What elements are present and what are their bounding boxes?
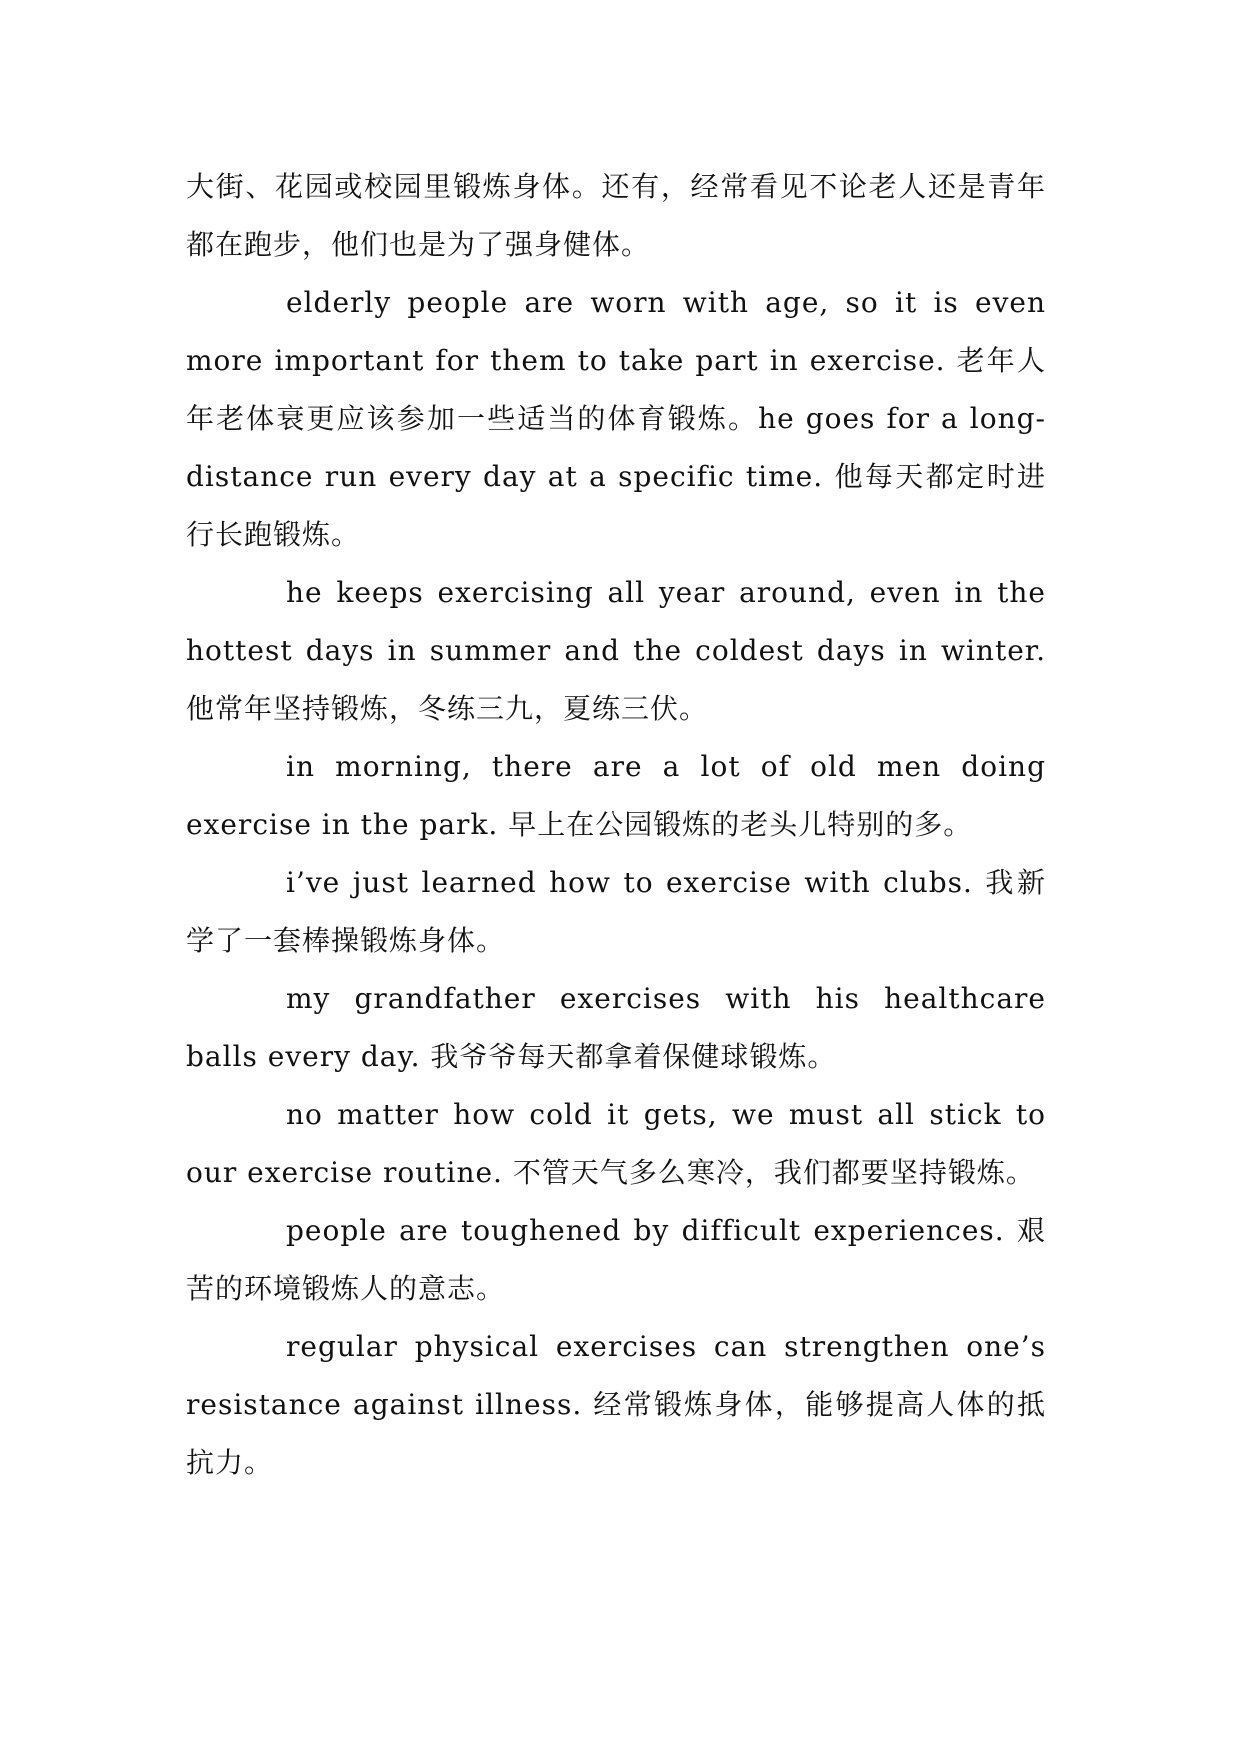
paragraph: regular physical exercises can strengthen one’s resistance against illness. 经常锻炼身体，能够提高人体的抵抗力。 xyxy=(186,1330,1046,1479)
paragraph: he keeps exercising all year around, even in the hottest days in summer and the coldest days in winter. 他常年坚持锻炼，冬练三九，夏练三伏。 xyxy=(186,576,1046,725)
paragraph: people are toughened by difficult experiences. 艰苦的环境锻炼人的意志。 xyxy=(186,1214,1046,1305)
paragraph: i’ve just learned how to exercise with clubs. 我新学了一套棒操锻炼身体。 xyxy=(186,866,1046,957)
paragraph-continuation: 大街、花园或校园里锻炼身体。还有，经常看见不论老人还是青年都在跑步，他们也是为了强身健体。 xyxy=(186,170,1046,261)
document-body xyxy=(186,158,1046,1492)
paragraph: elderly people are worn with age, so it is even more important for them to take part in exercise. 老年人年老体衰更应该参加一些适当的体育锻炼。he goes for a long-distance run every day at a specific time. 他每天都定时进行长跑锻炼。 xyxy=(186,286,1046,551)
paragraph: in morning, there are a lot of old men doing exercise in the park. 早上在公园锻炼的老头儿特别的多。 xyxy=(186,750,1046,841)
paragraph: my grandfather exercises with his healthcare balls every day. 我爷爷每天都拿着保健球锻炼。 xyxy=(186,982,1046,1073)
paragraph: no matter how cold it gets, we must all stick to our exercise routine. 不管天气多么寒冷，我们都要坚持锻炼。 xyxy=(186,1098,1046,1189)
